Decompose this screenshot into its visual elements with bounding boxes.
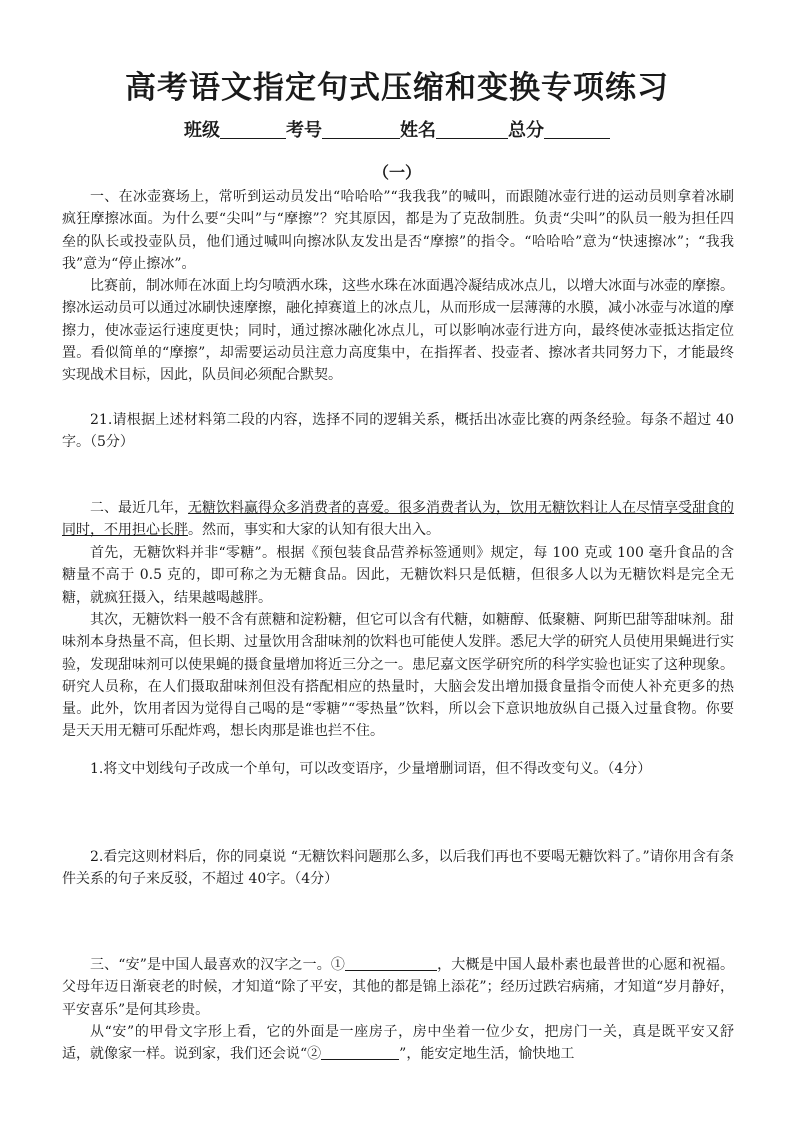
q1-passage-paragraph-2: 比赛前，制冰师在冰面上均匀喷洒水珠，这些水珠在冰面遇冷凝结成冰点儿，以增大冰面与冰壶的摩擦。擦冰运动员可以通过冰刷快速摩擦，融化掉赛道上的冰点儿，从而形成一层薄薄的水膜，减小冰壶与冰道的摩擦力，使冰壶运行速度更快；同时，通过擦冰融化冰点儿，可以影响冰壶行进方向，最终使冰壶抵达指定位置。看似简单的“摩擦”，却需要运动员注意力高度集中，在指挥者、投壶者、擦冰者共同努力下，才能最终实现战术目标，因此，队员间必须配合默契。	[62, 278, 734, 384]
name-blank[interactable]	[436, 120, 508, 139]
name-label: 姓名	[400, 120, 436, 141]
blank-1[interactable]	[345, 954, 437, 971]
exam-number-label: 考号	[286, 120, 322, 141]
q2-p1-suffix: 。然而，事实和大家的认知有很大出入。	[188, 522, 440, 539]
exam-number-blank[interactable]	[322, 120, 400, 139]
q2-passage-paragraph-1	[62, 497, 734, 542]
q3-p1-part-a: 三、“安”是中国人最喜欢的汉字之一。①	[90, 957, 346, 973]
q2-question-2: 2.看完这则材料后，你的同桌说 “无糖饮料问题那么多，以后我们再也不要喝无糖饮料了。”请你用含有条件关系的句子来反驳，不超过 40字。（4分）	[62, 849, 734, 888]
q2-underlined-sentence: 无糖饮料赢得众多消费者的喜爱。很多消费者认为，饮用无糖饮料让人在尽情享受甜食的同时，不用担心长胖	[62, 500, 734, 539]
student-info-line	[0, 116, 794, 142]
q3-p2-part-b: ”，能安定地生活，愉快地工	[399, 1046, 575, 1063]
blank-2[interactable]	[321, 1043, 399, 1060]
class-label: 班级	[184, 120, 220, 141]
q1-question: 21.请根据上述材料第二段的内容，选择不同的逻辑关系，概括出冰壶比赛的两条经验。每条不超过 40 字。（5分）	[62, 412, 734, 451]
q2-p1-prefix: 二、最近几年，	[90, 500, 188, 516]
q2-question-1: 1.将文中划线句子改成一个单句，可以改变语序，少量增删词语，但不得改变句义。（4分）	[90, 761, 652, 777]
q3-passage-paragraph-1	[62, 954, 734, 1021]
q3-p1-part-b: ，大概是中国人最朴素也最普世的心愿和祝福。父母年迈日渐衰老的时候，才知道“除了平安，其他的都是锦上添花”；经历过跌宕病痛，才知道“岁月静好，平安喜乐”是何其珍贵。	[62, 957, 734, 1018]
document-title: 高考语文指定句式压缩和变换专项练习	[125, 70, 669, 106]
class-blank[interactable]	[220, 120, 286, 139]
q3-p2-part-a: 从“安”的甲骨文字形上看，它的外面是一座房子，房中坐着一位少女，把房门一关，真是既平安又舒适，就像家一样。说到家，我们还会说“②	[62, 1024, 734, 1063]
q2-passage-paragraph-2: 首先，无糖饮料并非“零糖”。根据《预包装食品营养标签通则》规定，每 100 克或 100 毫升食品的含糖量不高于 0.5 克的，即可称之为无糖食品。因此，无糖饮料只是低糖，但很多人以为无糖饮料是完全无糖，就疯狂摄入，结果越喝越胖。	[62, 545, 734, 606]
q1-passage-paragraph-1: 一、在冰壶赛场上，常听到运动员发出“哈哈哈”“我我我”的喊叫，而跟随冰壶行进的运动员则拿着冰刷疯狂摩擦冰面。为什么要“尖叫”与“摩擦”？究其原因，都是为了克敌制胜。负责“尖叫”的队员一般为担任四垒的队长或投壶队员，他们通过喊叫向擦冰队友发出是否“摩擦”的指令。“哈哈哈”意为“快速擦冰”；“我我我”意为“停止擦冰”。	[62, 189, 734, 272]
section-number: （一）	[372, 163, 421, 182]
score-blank[interactable]	[544, 120, 610, 139]
q2-passage-paragraph-3: 其次，无糖饮料一般不含有蔗糖和淀粉糖，但它可以含有代糖，如糖醇、低聚糖、阿斯巴甜等甜味剂。甜味剂本身热量不高，但长期、过量饮用含甜味剂的饮料也可能使人发胖。悉尼大学的研究人员使用果蝇进行实验，发现甜味剂可以使果蝇的摄食量增加将近三分之一。患尼嘉文医学研究所的科学实验也证实了这种现象。研究人员称，在人们摄取甜味剂但没有搭配相应的热量时，大脑会发出增加摄食量指令而使人补充更多的热量。此外，饮用者因为觉得自己喝的是“零糖”“零热量”饮料，所以会下意识地放纵自己摄入过量食物。你要是天天用无糖可乐配炸鸡，想长肉那是谁也拦不住。	[62, 612, 734, 740]
score-label: 总分	[508, 120, 544, 141]
q3-passage-paragraph-2	[62, 1021, 734, 1066]
